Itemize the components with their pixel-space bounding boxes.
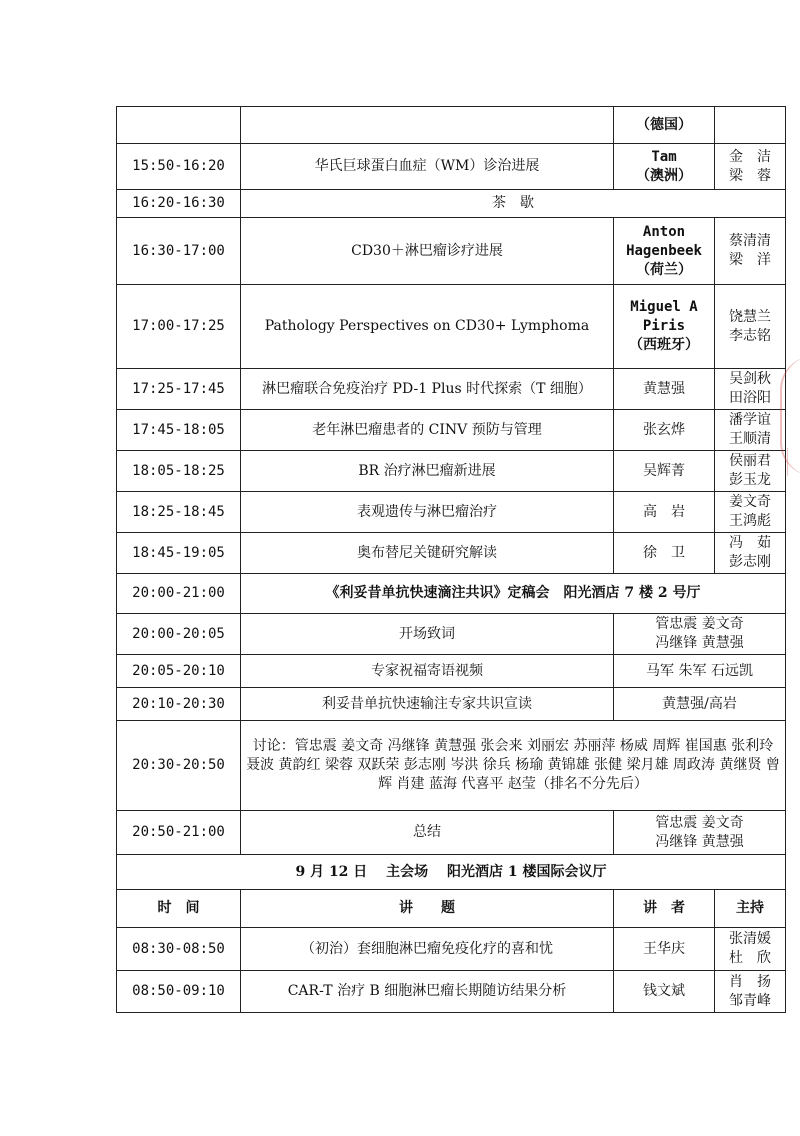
- topic-cell: 利妥昔单抗快速输注专家共识宣读: [241, 688, 614, 721]
- speaker-line: Miguel A: [630, 299, 698, 315]
- host-line: 邹青峰: [729, 992, 771, 1009]
- speaker-line: 张玄烨: [643, 421, 685, 438]
- topic-cell: 总结: [241, 811, 614, 855]
- topic-cell: BR 治疗淋巴瘤新进展: [241, 451, 614, 492]
- column-header-row: [117, 890, 786, 928]
- speaker-line: （德国）: [636, 116, 692, 133]
- people-line: 冯继锋 黄慧强: [655, 833, 744, 850]
- column-header-time: 时 间: [117, 890, 241, 928]
- speaker-cell: [614, 492, 715, 533]
- table-row: [117, 107, 786, 144]
- table-row: [117, 285, 786, 369]
- schedule-body: [117, 107, 786, 1013]
- time-cell: 20:30-20:50: [117, 721, 241, 811]
- speaker-line: Tam: [651, 148, 677, 165]
- host-line: 金 洁: [729, 148, 771, 165]
- speaker-cell: [614, 928, 715, 971]
- table-row: [117, 533, 786, 574]
- topic-cell: Pathology Perspectives on CD30+ Lymphoma: [241, 285, 614, 369]
- discussion-cell: 讨论：管忠震 姜文奇 冯继锋 黄慧强 张会来 刘丽宏 苏丽萍 杨威 周辉 崔国惠 张利玲 聂波 黄韵红 梁蓉 双跃荣 彭志刚 岑洪 徐兵 杨瑜 黄锦雄 张健 梁月雄 周政涛 黄继贤 曾辉 肖建 蓝海 代喜平 赵莹（排名不分先后）: [241, 721, 786, 811]
- schedule-table: [116, 106, 786, 1013]
- table-row: [117, 369, 786, 410]
- speaker-line: 高 岩: [643, 503, 685, 520]
- speaker-cell: [614, 218, 715, 285]
- time-cell: 08:50-09:10: [117, 971, 241, 1013]
- column-header-topic: 讲 题: [241, 890, 614, 928]
- host-line: 吴剑秋: [729, 371, 771, 387]
- people-cell: [614, 811, 786, 855]
- time-cell: [117, 107, 241, 144]
- speaker-line: 钱文斌: [643, 983, 685, 999]
- time-cell: 20:05-20:10: [117, 655, 241, 688]
- speaker-cell: [614, 285, 715, 369]
- table-row: [117, 971, 786, 1013]
- host-cell: [715, 492, 786, 533]
- speaker-line: Hagenbeek: [626, 242, 702, 259]
- speaker-line: 吴辉菁: [643, 462, 685, 479]
- host-cell: [715, 144, 786, 190]
- time-cell: 20:00-21:00: [117, 574, 241, 614]
- host-line: 肖 扬: [729, 973, 771, 990]
- speaker-line: 王华庆: [643, 940, 685, 957]
- speaker-cell: [614, 369, 715, 410]
- people-cell: [614, 614, 786, 655]
- host-cell: [715, 218, 786, 285]
- time-cell: 08:30-08:50: [117, 928, 241, 971]
- host-line: 王鸿彪: [729, 513, 771, 529]
- speaker-cell: [614, 971, 715, 1013]
- time-cell: 18:45-19:05: [117, 533, 241, 574]
- speaker-line: （澳洲）: [636, 167, 692, 184]
- speaker-line: Anton: [642, 223, 686, 240]
- host-cell: [715, 928, 786, 971]
- speaker-line: （荷兰）: [636, 261, 692, 278]
- topic-cell: 华氏巨球蛋白血症（WM）诊治进展: [241, 144, 614, 190]
- session-banner: 《利妥昔单抗快速滴注共识》定稿会 阳光酒店 7 楼 2 号厅: [241, 574, 786, 614]
- host-line: 姜文奇: [729, 494, 771, 510]
- host-line: 杜 欣: [729, 950, 771, 966]
- people-line: 黄慧强/高岩: [662, 695, 737, 712]
- table-row: [117, 721, 786, 811]
- people-line: 冯继锋 黄慧强: [655, 635, 744, 651]
- host-cell: [715, 410, 786, 451]
- time-cell: 17:00-17:25: [117, 285, 241, 369]
- time-cell: 20:00-20:05: [117, 614, 241, 655]
- topic-cell: CAR-T 治疗 B 细胞淋巴瘤长期随访结果分析: [241, 971, 614, 1013]
- people-line: 管忠震 姜文奇: [655, 616, 744, 632]
- topic-cell: [241, 107, 614, 144]
- host-line: 梁 蓉: [729, 167, 771, 184]
- host-cell: [715, 451, 786, 492]
- host-cell: [715, 533, 786, 574]
- day-header-row: [117, 855, 786, 890]
- host-cell: [715, 369, 786, 410]
- topic-cell: CD30＋淋巴瘤诊疗进展: [241, 218, 614, 285]
- time-cell: 18:05-18:25: [117, 451, 241, 492]
- host-cell: [715, 107, 786, 144]
- time-cell: 17:45-18:05: [117, 410, 241, 451]
- speaker-line: 黄慧强: [643, 380, 685, 397]
- table-row: [117, 928, 786, 971]
- host-line: 蔡清清: [729, 233, 771, 249]
- people-line: 马军 朱军 石远凯: [646, 662, 753, 679]
- host-line: 彭玉龙: [729, 472, 771, 488]
- host-line: 王顺清: [729, 431, 771, 447]
- time-cell: 15:50-16:20: [117, 144, 241, 190]
- host-line: 彭志刚: [729, 554, 771, 570]
- speaker-cell: [614, 451, 715, 492]
- topic-cell: 奥布替尼关键研究解读: [241, 533, 614, 574]
- day-header: 9 月 12 日 主会场 阳光酒店 1 楼国际会议厅: [117, 855, 786, 890]
- time-cell: 18:25-18:45: [117, 492, 241, 533]
- table-row: [117, 190, 786, 218]
- speaker-line: 徐 卫: [643, 544, 685, 561]
- host-line: 潘学谊: [729, 412, 771, 428]
- time-cell: 17:25-17:45: [117, 369, 241, 410]
- host-line: 梁 洋: [729, 252, 771, 268]
- speaker-line: （西班牙）: [629, 337, 699, 353]
- red-stamp-mark-fragment: [787, 448, 800, 476]
- table-row: [117, 144, 786, 190]
- host-line: 侯丽君: [729, 453, 771, 469]
- people-cell: [614, 688, 786, 721]
- table-row: [117, 451, 786, 492]
- time-cell: 20:10-20:30: [117, 688, 241, 721]
- table-row: [117, 574, 786, 614]
- speaker-cell: [614, 533, 715, 574]
- host-line: 李志铭: [729, 327, 771, 344]
- host-line: 冯 茹: [729, 535, 771, 551]
- host-cell: [715, 285, 786, 369]
- speaker-cell: [614, 144, 715, 190]
- topic-cell: 专家祝福寄语视频: [241, 655, 614, 688]
- people-line: 管忠震 姜文奇: [655, 814, 744, 831]
- time-cell: 16:30-17:00: [117, 218, 241, 285]
- topic-cell: 老年淋巴瘤患者的 CINV 预防与管理: [241, 410, 614, 451]
- host-cell: [715, 971, 786, 1013]
- topic-cell: （初治）套细胞淋巴瘤免疫化疗的喜和忧: [241, 928, 614, 971]
- time-cell: 16:20-16:30: [117, 190, 241, 218]
- speaker-line: Piris: [642, 318, 686, 334]
- host-line: 张清媛: [729, 931, 771, 947]
- host-line: 饶慧兰: [729, 308, 771, 325]
- table-row: [117, 614, 786, 655]
- time-cell: 20:50-21:00: [117, 811, 241, 855]
- table-row: [117, 492, 786, 533]
- table-row: [117, 811, 786, 855]
- table-row: [117, 410, 786, 451]
- host-line: 田浴阳: [729, 390, 771, 406]
- column-header-host: 主持: [715, 890, 786, 928]
- topic-cell: 淋巴瘤联合免疫治疗 PD-1 Plus 时代探索（T 细胞）: [241, 369, 614, 410]
- table-row: [117, 688, 786, 721]
- break-cell: 茶 歇: [241, 190, 786, 218]
- table-row: [117, 655, 786, 688]
- topic-cell: 开场致词: [241, 614, 614, 655]
- speaker-cell: [614, 107, 715, 144]
- speaker-cell: [614, 410, 715, 451]
- topic-cell: 表观遗传与淋巴瘤治疗: [241, 492, 614, 533]
- table-row: [117, 218, 786, 285]
- column-header-speaker: 讲 者: [614, 890, 715, 928]
- people-cell: [614, 655, 786, 688]
